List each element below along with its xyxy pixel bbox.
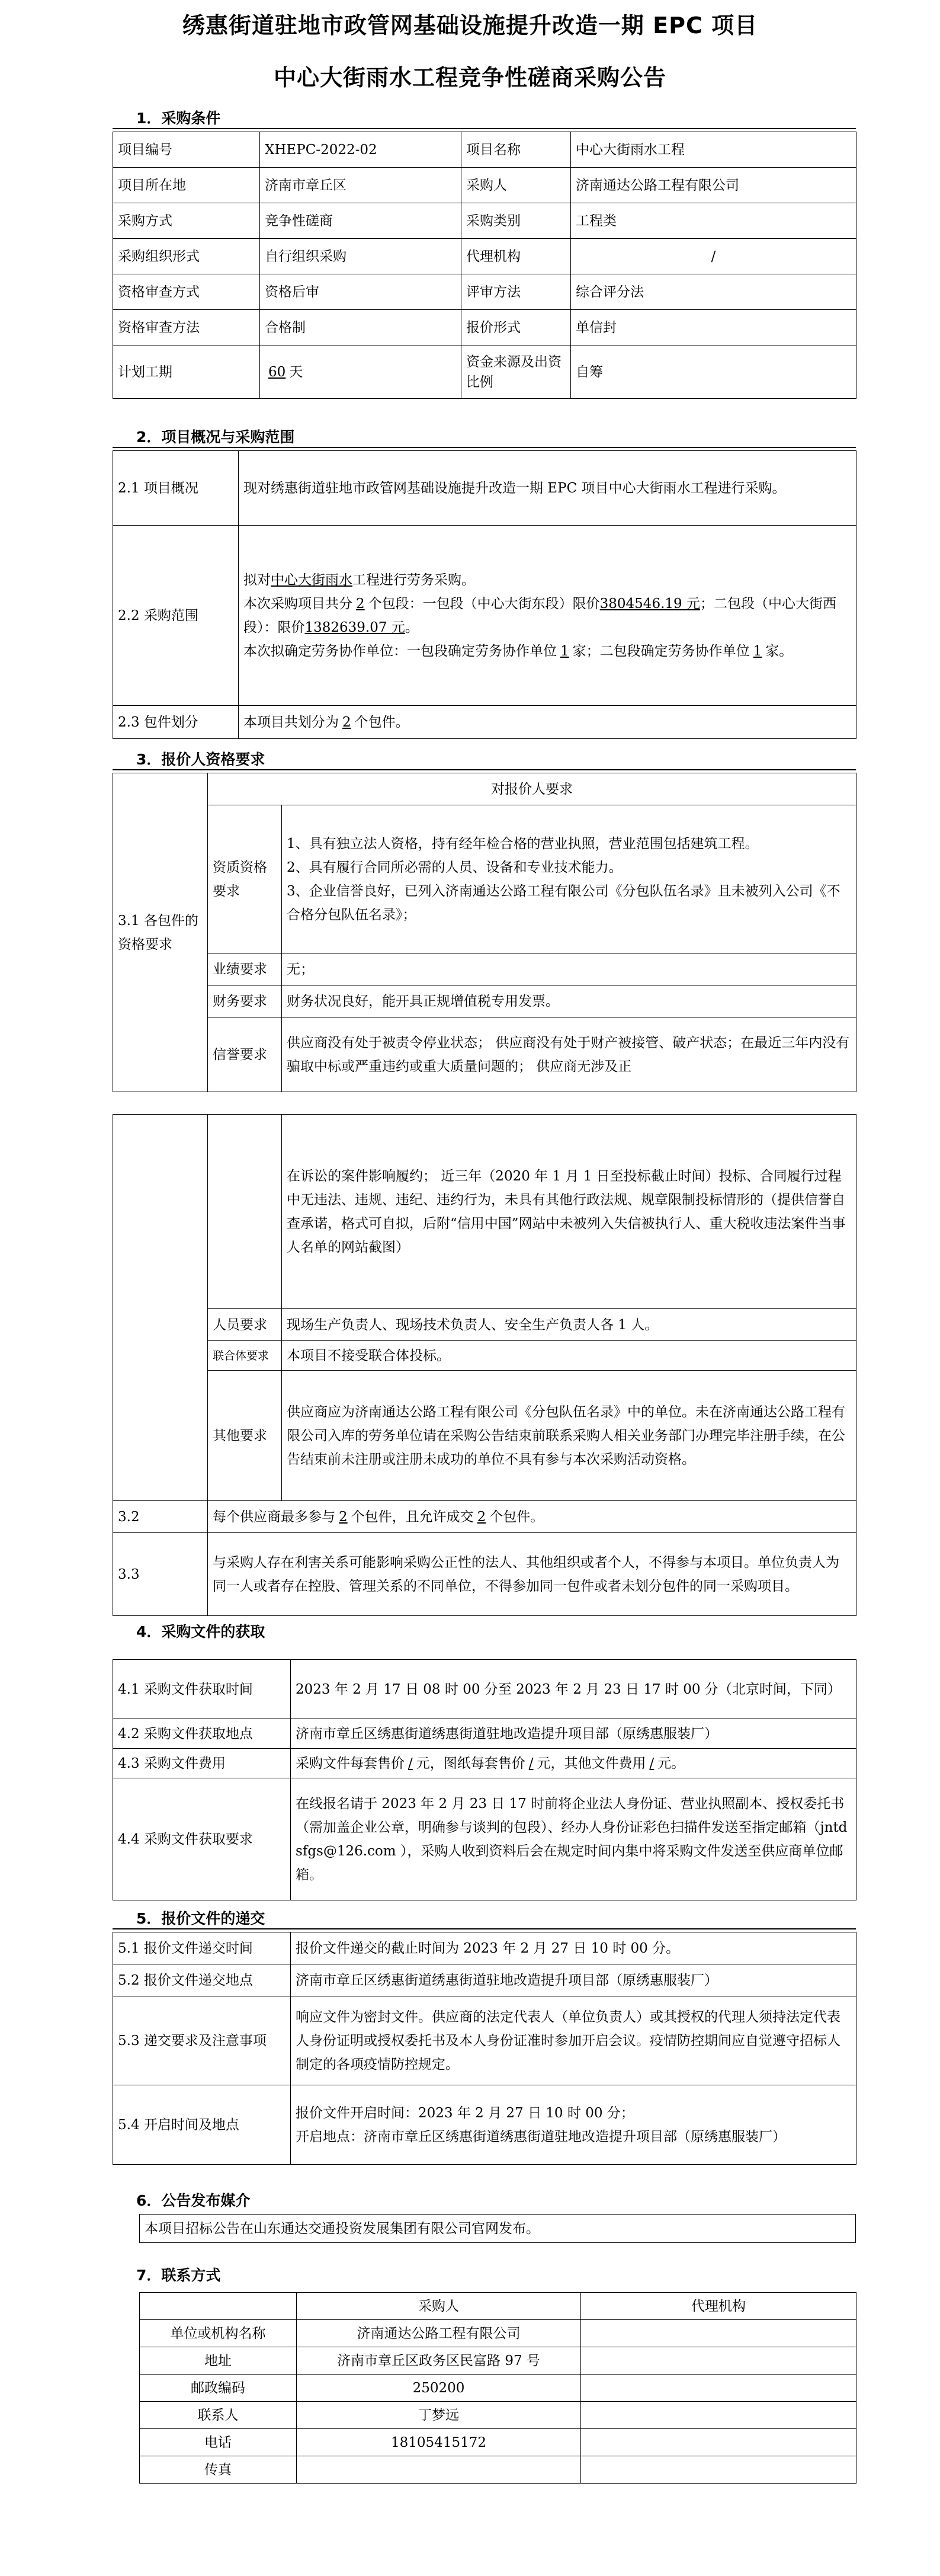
cell-label: 采购组织形式: [113, 239, 260, 274]
project-overview-table: [113, 450, 856, 739]
joint-text: 本项目不接受联合体投标。: [282, 1341, 856, 1371]
page-title-line-2: 中心大街雨水工程竞争性磋商采购公告: [273, 65, 666, 91]
contact-purchaser-value: 济南市章丘区政务区民富路 97 号: [297, 2347, 581, 2375]
overview-text: 现对绣惠街道驻地市政管网基础设施提升改造一期 EPC 项目中心大街雨水工程进行采购。: [239, 451, 856, 526]
credit-label: 信誉要求: [208, 1017, 282, 1092]
cell-value: 单信封: [571, 310, 856, 345]
division-label: 2.3 包件划分: [113, 706, 239, 739]
cell-value: 工程类: [571, 203, 856, 239]
table-row: [113, 1778, 856, 1900]
table-row: [113, 1501, 856, 1533]
media-text: 本项目招标公告在山东通达交通投资发展集团有限公司官网发布。: [140, 2215, 856, 2243]
table-row: [113, 985, 856, 1017]
media-table: [139, 2214, 856, 2243]
table-row: [140, 2456, 856, 2484]
cell-label: 代理机构: [461, 239, 571, 274]
table-row: [113, 203, 856, 239]
qualification-label: 资质资格要求: [208, 805, 282, 953]
table-row: [113, 805, 856, 953]
document-fee-text: 采购文件每套售价 / 元，图纸每套售价 / 元，其他文件费用 / 元。: [291, 1749, 856, 1778]
contact-header-agency: 代理机构: [581, 2293, 856, 2320]
row-3-2-text: 每个供应商最多参与 2 个包件，且允许成交 2 个包件。: [208, 1501, 856, 1533]
submission-time-text: 报价文件递交的截止时间为 2023 年 2 月 27 日 10 时 00 分。: [291, 1932, 856, 1964]
submission-time-label: 5.1 报价文件递交时间: [113, 1932, 291, 1964]
submission-place-text: 济南市章丘区绣惠街道绣惠街道驻地改造提升项目部（原绣惠服装厂）: [291, 1964, 856, 1996]
table-row: [113, 132, 856, 168]
cell-value: 自行组织采购: [260, 239, 461, 274]
section-4-heading: 4．采购文件的获取: [136, 1623, 265, 1640]
finance-label: 财务要求: [208, 985, 282, 1017]
cell-value: 资格后审: [260, 274, 461, 310]
opening-text: 报价文件开启时间：2023 年 2 月 27 日 10 时 00 分； 开启地点：济南市章丘区绣惠街道绣惠街道驻地改造提升项目部（原绣惠服装厂）: [291, 2085, 856, 2165]
document-acquisition-table: [113, 1659, 856, 1900]
cell-label: 资金来源及出资比例: [461, 345, 571, 399]
table-row: [113, 274, 856, 310]
page-title-line-1: 绣惠街道驻地市政管网基础设施提升改造一期 EPC 项目: [182, 12, 758, 39]
table-row: [113, 1719, 856, 1749]
table-row: [113, 1749, 856, 1778]
cell-value: [260, 345, 461, 399]
contact-agency-value: [581, 2375, 856, 2402]
table-row: [140, 2375, 856, 2402]
performance-label: 业绩要求: [208, 953, 282, 985]
submission-table: [113, 1932, 856, 2165]
table-row: [113, 1533, 856, 1616]
section-6-heading: 6．公告发布媒介: [136, 2192, 251, 2209]
table-row: [113, 2085, 856, 2165]
table-row: [113, 168, 856, 203]
contact-agency-value: [581, 2402, 856, 2429]
contact-agency-value: [581, 2320, 856, 2347]
cell-label: 项目编号: [113, 132, 260, 168]
cell-label: 资格审查方式: [113, 274, 260, 310]
contact-label: 传真: [140, 2456, 297, 2484]
section-1-heading: 1．采购条件: [136, 110, 221, 127]
table-row: [140, 2429, 856, 2456]
scope-text: [239, 526, 856, 706]
row-3-3-label: 3.3: [113, 1533, 208, 1616]
contact-agency-value: [581, 2429, 856, 2456]
table-row: [140, 2402, 856, 2429]
requirements-header: 对报价人要求: [208, 773, 856, 805]
acquisition-time-label: 4.1 采购文件获取时间: [113, 1660, 291, 1719]
table-row: [113, 1115, 856, 1309]
cell-value: 综合评分法: [571, 274, 856, 310]
contact-agency-value: [581, 2347, 856, 2375]
cell-value: 济南通达公路工程有限公司: [571, 168, 856, 203]
row-3-3-text: 与采购人存在利害关系可能影响采购公正性的法人、其他组织或者个人，不得参与本项目。单位负责人为同一人或者存在控股、管理关系的不同单位，不得参加同一包件或者未划分包件的同一采购项目。: [208, 1533, 856, 1616]
cell-value: 合格制: [260, 310, 461, 345]
cell-value: 自筹: [571, 345, 856, 399]
cell-label: 采购方式: [113, 203, 260, 239]
cell-value: XHEPC-2022-02: [260, 132, 461, 168]
cell-label: 资格审查方法: [113, 310, 260, 345]
table-row: [113, 526, 856, 706]
table-row: [113, 1996, 856, 2085]
table-row: [113, 1341, 856, 1371]
table-row: [113, 1964, 856, 1996]
section-2-heading: 2．项目概况与采购范围: [136, 428, 295, 446]
contact-purchaser-value: [297, 2456, 581, 2484]
other-text: 供应商应为济南通达公路工程有限公司《分包队伍名录》中的单位。未在济南通达公路工程有限公司入库的劳务单位请在采购公告结束前联系采购人相关业务部门办理完毕注册手续，在公告结束前未注册或注册未成功的单位不具有参与本次采购活动资格。: [282, 1371, 856, 1501]
table-row: [113, 451, 856, 526]
acquisition-requirement-label: 4.4 采购文件获取要求: [113, 1778, 291, 1900]
submission-place-label: 5.2 报价文件递交地点: [113, 1964, 291, 1996]
contact-label: 联系人: [140, 2402, 297, 2429]
table-row: [113, 239, 856, 274]
staff-label: 人员要求: [208, 1309, 282, 1341]
table-row: [113, 953, 856, 985]
qualification-group-label: 3.1 各包件的资格要求: [113, 773, 208, 1092]
performance-text: 无；: [282, 953, 856, 985]
contact-header-purchaser: 采购人: [297, 2293, 581, 2320]
submission-notes-text: 响应文件为密封文件。供应商的法定代表人（单位负责人）或其授权的代理人须持法定代表人身份证明或授权委托书及本人身份证准时参加开启会议。疫情防控期间应自觉遵守招标人制定的各项疫情防控规定。: [291, 1996, 856, 2085]
cell-label: 项目名称: [461, 132, 571, 168]
submission-notes-label: 5.3 递交要求及注意事项: [113, 1996, 291, 2085]
cell-value: 竞争性磋商: [260, 203, 461, 239]
acquisition-place-label: 4.2 采购文件获取地点: [113, 1719, 291, 1749]
table-row: [113, 345, 856, 399]
section-3-rule: [113, 769, 856, 770]
credit-label-continued: [208, 1115, 282, 1309]
acquisition-place-text: 济南市章丘区绣惠街道绣惠街道驻地改造提升项目部（原绣惠服装厂）: [291, 1719, 856, 1749]
contact-table: [139, 2292, 856, 2484]
cell-label: 采购类别: [461, 203, 571, 239]
cell-value: 济南市章丘区: [260, 168, 461, 203]
table-row: [113, 1371, 856, 1501]
table-row: [113, 1660, 856, 1719]
row-3-2-label: 3.2: [113, 1501, 208, 1533]
cell-label: 报价形式: [461, 310, 571, 345]
scope-paragraph: 本次拟确定劳务协作单位：一包段确定劳务协作单位 1 家；二包段确定劳务协作单位 1 家。: [243, 643, 793, 659]
joint-label: 联合体要求: [208, 1341, 282, 1371]
contact-label: 地址: [140, 2347, 297, 2375]
section-5-rule: [113, 1928, 856, 1929]
table-row: [113, 1017, 856, 1092]
table-row: [140, 2347, 856, 2375]
contact-purchaser-value: 济南通达公路工程有限公司: [297, 2320, 581, 2347]
procurement-conditions-table: [113, 132, 856, 399]
qualification-table-part-2: [113, 1114, 856, 1616]
cell-label: 评审方法: [461, 274, 571, 310]
contact-label: 邮政编码: [140, 2375, 297, 2402]
acquisition-requirement-text: 在线报名请于 2023 年 2 月 23 日 17 时前将企业法人身份证、营业执照副本、授权委托书（需加盖企业公章，明确参与谈判的包段）、经办人身份证彩色扫描件发送至指定邮箱（jntdsfgs@126.com ），采购人收到资料后会在规定时间内集中将采购文件发送至供应商单位邮箱。: [291, 1778, 856, 1900]
period-value: 60: [268, 364, 286, 380]
division-text: 本项目共划分为 2 个包件。: [239, 706, 856, 739]
table-row: [113, 310, 856, 345]
contact-purchaser-value: 250200: [297, 2375, 581, 2402]
table-row: [113, 1932, 856, 1964]
credit-text-continued: 在诉讼的案件影响履约； 近三年（2020 年 1 月 1 日至投标截止时间）投标、合同履行过程中无违法、违规、违纪、违约行为，未具有其他行政法规、规章限制投标情形的（提供信誉自查承诺，格式可自拟，后附“信用中国”网站中未被列入失信被执行人、重大税收违法案件当事人名单的网站截图）: [282, 1115, 856, 1309]
contact-label: 电话: [140, 2429, 297, 2456]
table-row: [113, 1309, 856, 1341]
table-row: [140, 2215, 856, 2243]
scope-paragraph: 本次采购项目共分 2 个包段：一包段（中心大街东段）限价3804546.19 元；二包段（中心大街西段）：限价1382639.07 元。: [243, 596, 836, 635]
table-row: [140, 2293, 856, 2320]
cell-label: 采购人: [461, 168, 571, 203]
contact-purchaser-value: 18105415172: [297, 2429, 581, 2456]
section-1-rule: [113, 128, 856, 129]
section-2-rule: [113, 447, 856, 448]
staff-text: 现场生产负责人、现场技术负责人、安全生产负责人各 1 人。: [282, 1309, 856, 1341]
credit-text: 供应商没有处于被责令停业状态； 供应商没有处于财产被接管、破产状态；在最近三年内没有骗取中标或严重违约或重大质量问题的； 供应商无涉及正: [282, 1017, 856, 1092]
contact-label: 单位或机构名称: [140, 2320, 297, 2347]
other-label: 其他要求: [208, 1371, 282, 1501]
document-fee-label: 4.3 采购文件费用: [113, 1749, 291, 1778]
acquisition-time-text: 2023 年 2 月 17 日 08 时 00 分至 2023 年 2 月 23 日 17 时 00 分（北京时间，下同）: [291, 1660, 856, 1719]
cell-label: 项目所在地: [113, 168, 260, 203]
section-7-heading: 7．联系方式: [136, 2267, 221, 2284]
table-row: [113, 773, 856, 805]
cell-value: /: [571, 239, 856, 274]
qualification-group-continued: [113, 1115, 208, 1501]
contact-purchaser-value: 丁梦远: [297, 2402, 581, 2429]
table-row: [113, 706, 856, 739]
scope-label: 2.2 采购范围: [113, 526, 239, 706]
qualification-table-part-1: [113, 773, 856, 1092]
scope-paragraph: 拟对中心大街雨水工程进行劳务采购。: [243, 572, 475, 588]
contact-header-blank: [140, 2293, 297, 2320]
overview-label: 2.1 项目概况: [113, 451, 239, 526]
contact-agency-value: [581, 2456, 856, 2484]
section-5-heading: 5．报价文件的递交: [136, 1910, 265, 1927]
section-3-heading: 3．报价人资格要求: [136, 751, 265, 768]
cell-label: 计划工期: [113, 345, 260, 399]
cell-value: 中心大街雨水工程: [571, 132, 856, 168]
qualification-text: 1、具有独立法人资格，持有经年检合格的营业执照，营业范围包括建筑工程。 2、具有履行合同所必需的人员、设备和专业技术能力。 3、企业信誉良好，已列入济南通达公路工程有限公司《分包队伍名录》且未被列入公司《不合格分包队伍名录》；: [282, 805, 856, 953]
period-unit: 天: [289, 364, 303, 380]
opening-label: 5.4 开启时间及地点: [113, 2085, 291, 2165]
finance-text: 财务状况良好，能开具正规增值税专用发票。: [282, 985, 856, 1017]
table-row: [140, 2320, 856, 2347]
